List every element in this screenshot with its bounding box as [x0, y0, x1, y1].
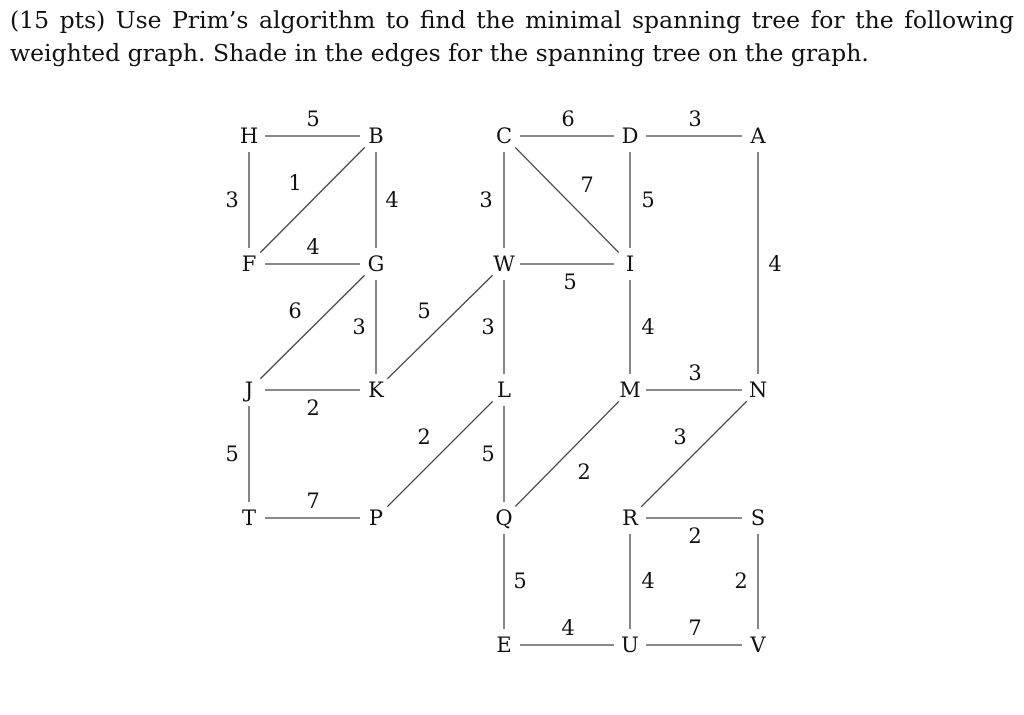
node-t: T: [241, 506, 257, 530]
edge-weight-c-d: 6: [561, 107, 575, 131]
node-w: W: [493, 252, 515, 276]
problem-statement: (15 pts) Use Prim’s algorithm to find the minimal spanning tree for the following weighted graph. Shade in the edges for the spanning tree on the graph.: [10, 6, 1014, 67]
edge-weight-i-m: 4: [641, 315, 655, 339]
edge-weight-m-n: 3: [688, 361, 702, 385]
edge-weight-l-q: 5: [481, 442, 495, 466]
node-u: U: [621, 633, 639, 657]
edge-weight-d-a: 3: [688, 107, 702, 131]
edge-weight-e-u: 4: [561, 616, 575, 640]
edge-weight-t-p: 7: [306, 489, 320, 513]
node-g: G: [367, 252, 385, 276]
node-a: A: [750, 124, 766, 148]
edge-j-g: [260, 275, 364, 378]
node-l: L: [497, 378, 511, 402]
edge-weight-a-n: 4: [768, 252, 782, 276]
node-j: J: [244, 378, 254, 402]
edge-weight-j-g: 6: [288, 299, 302, 323]
edge-weight-b-g: 4: [385, 188, 399, 212]
node-d: D: [621, 124, 639, 148]
edge-weight-h-b: 5: [306, 107, 320, 131]
node-p: P: [368, 506, 384, 530]
edge-r-n: [641, 401, 746, 506]
edge-weight-c-w: 3: [479, 188, 493, 212]
edge-weight-q-m: 2: [577, 460, 591, 484]
node-q: Q: [495, 506, 513, 530]
node-r: R: [622, 506, 638, 530]
node-s: S: [750, 506, 766, 530]
edge-weight-f-g: 4: [306, 235, 320, 259]
node-e: E: [496, 633, 512, 657]
edge-q-m: [515, 401, 619, 506]
edge-weight-h-f: 3: [225, 188, 239, 212]
node-h: H: [239, 124, 259, 148]
node-k: K: [368, 378, 384, 402]
edge-weight-r-n: 3: [673, 425, 687, 449]
edge-k-w: [387, 275, 495, 379]
edge-weight-j-k: 2: [306, 396, 320, 420]
edge-weight-r-u: 4: [641, 569, 655, 593]
edge-weight-p-l: 2: [417, 425, 431, 449]
edge-weight-k-w: 5: [417, 299, 431, 323]
edge-weight-w-l: 3: [481, 315, 495, 339]
edge-weight-j-t: 5: [225, 442, 239, 466]
edge-weight-r-s: 2: [688, 524, 702, 548]
edge-weight-c-i: 7: [580, 173, 594, 197]
edge-weight-w-i: 5: [563, 270, 577, 294]
edge-weight-f-b: 1: [288, 171, 302, 195]
node-m: M: [619, 378, 641, 402]
node-n: N: [748, 378, 768, 402]
edge-c-i: [515, 147, 619, 252]
edge-weight-g-k: 3: [352, 315, 366, 339]
edge-weight-d-i: 5: [641, 188, 655, 212]
edge-p-l: [387, 401, 495, 506]
edge-weight-q-e: 5: [513, 569, 527, 593]
node-f: F: [241, 252, 257, 276]
node-v: V: [750, 633, 766, 657]
node-i: I: [625, 252, 635, 276]
edge-weight-s-v: 2: [734, 569, 748, 593]
edge-weight-u-v: 7: [688, 616, 702, 640]
node-c: C: [495, 124, 513, 148]
node-b: B: [368, 124, 384, 148]
